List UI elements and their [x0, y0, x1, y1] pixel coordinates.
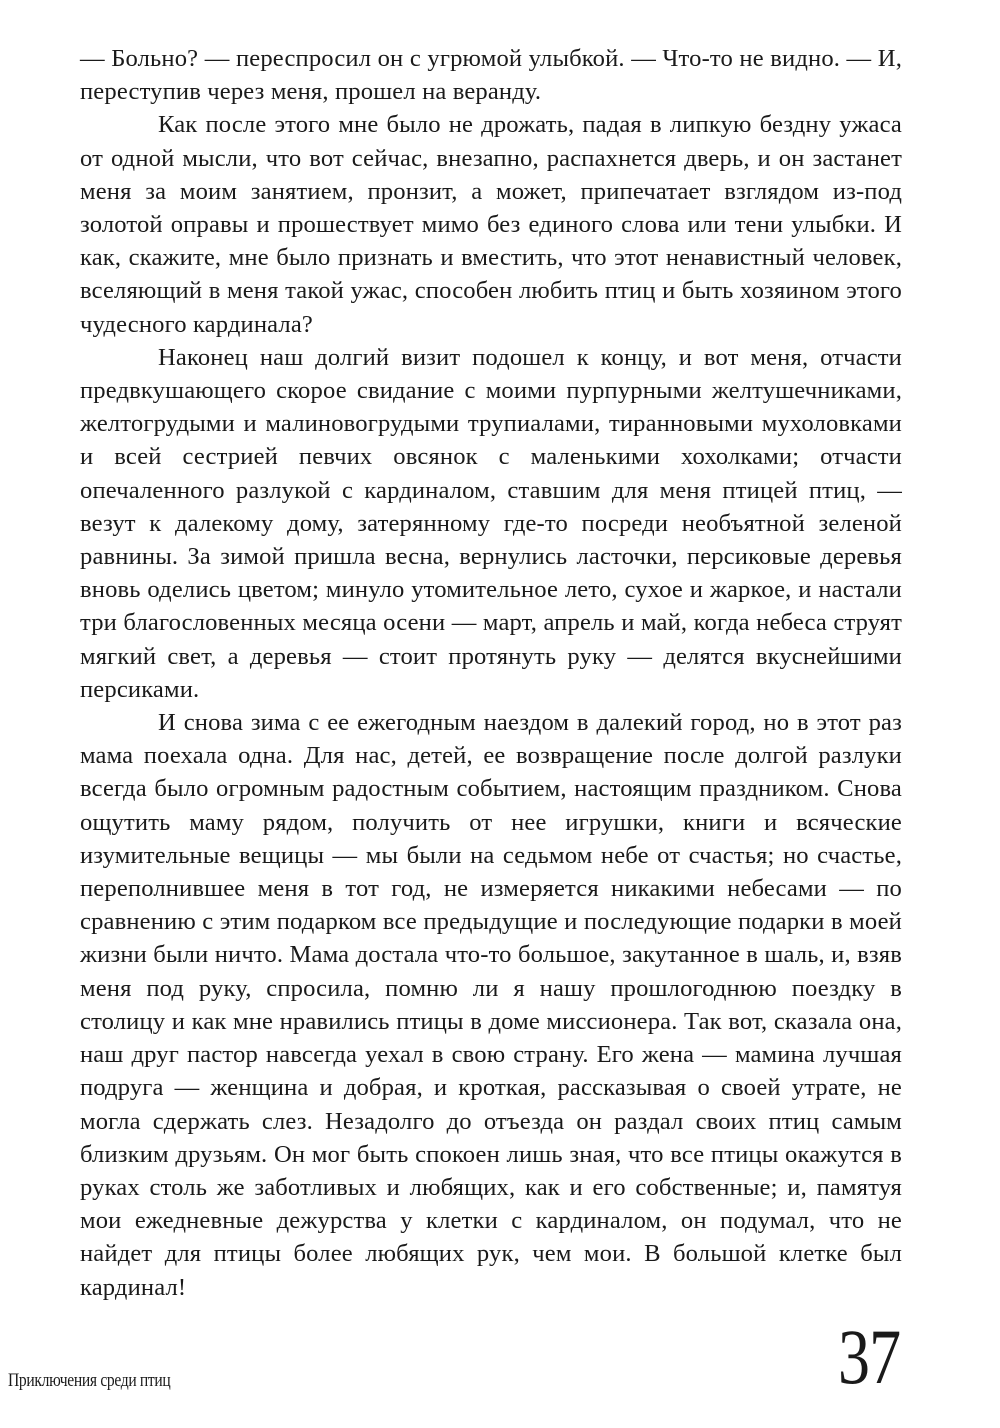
main-text: [80, 42, 902, 1304]
paragraph: Наконец наш долгий визит подошел к концу, и вот меня, отчасти предвкушающего скорое свидание с моими пурпурными желтушечниками, желтогрудыми и малиновогрудыми трупиалами, тиранновыми мухоловками и всей сестрией певчих овсянок с маленькими хохолками; отчасти опечаленного разлукой с кардиналом, ставшим для меня птицей птиц, — везут к далекому дому, затерянному где-то посреди необъятной зеленой равнины. За зимой пришла весна, вернулись ласточки, персиковые деревья вновь оделись цветом; минуло утомительное лето, сухое и жаркое, и настали три благословенных месяца осени — март, апрель и май, когда небеса струят мягкий свет, а деревья — стоит протянуть руку — делятся вкуснейшими персиками.: [80, 343, 902, 703]
paragraph: Как после этого мне было не дрожать, падая в липкую бездну ужаса от одной мысли, что вот сейчас, внезапно, распахнется дверь, и он застанет меня за моим занятием, пронзит, а может, припечатает взглядом из-под золотой оправы и прошествует мимо без единого слова или тени улыбки. И как, скажите, мне было признать и вместить, что этот ненавистный человек, вселяющий в меня такой ужас, способен любить птиц и быть хозяином этого чудесного кардинала?: [80, 111, 902, 338]
running-footer-title: Приключения среди птиц: [8, 1370, 171, 1391]
page-number: 37: [838, 1313, 901, 1400]
paragraph: — Больно? — переспросил он с угрюмой улыбкой. — Что-то не видно. — И, переступив через меня, прошел на веранду.: [80, 45, 902, 106]
paragraph: И снова зима с ее ежегодным наездом в далекий город, но в этот раз мама поехала одна. Для нас, детей, ее возвращение после долгой разлуки всегда было огромным радостным событием, настоящим праздником. Снова ощутить маму рядом, получить от нее игрушки, книги и всяческие изумительные вещицы — мы были на седьмом небе от счастья; но счастье, переполнившее меня в тот год, не измеряется никакими небесами — по сравнению с этим подарком все предыдущие и последующие подарки в моей жизни были ничто. Мама достала что-то большое, закутанное в шаль, и, взяв меня под руку, спросила, помню ли я нашу прошлогоднюю поездку в столицу и как мне нравились птицы в доме миссионера. Так вот, сказала она, наш друг пастор навсегда уехал в свою страну. Его жена — мамина лучшая подруга — женщина и добрая, и кроткая, рассказывая о своей утрате, не могла сдержать слез. Незадолго до отъезда он раздал своих птиц самым близким друзьям. Он мог быть спокоен лишь зная, что все птицы окажутся в руках столь же заботливых и любящих, как и его собственные; и, памятуя мои ежедневные дежурства у клетки с кардиналом, он подумал, что не найдет для птицы более любящих рук, чем мои. В большой клетке был кардинал!: [80, 709, 902, 1301]
